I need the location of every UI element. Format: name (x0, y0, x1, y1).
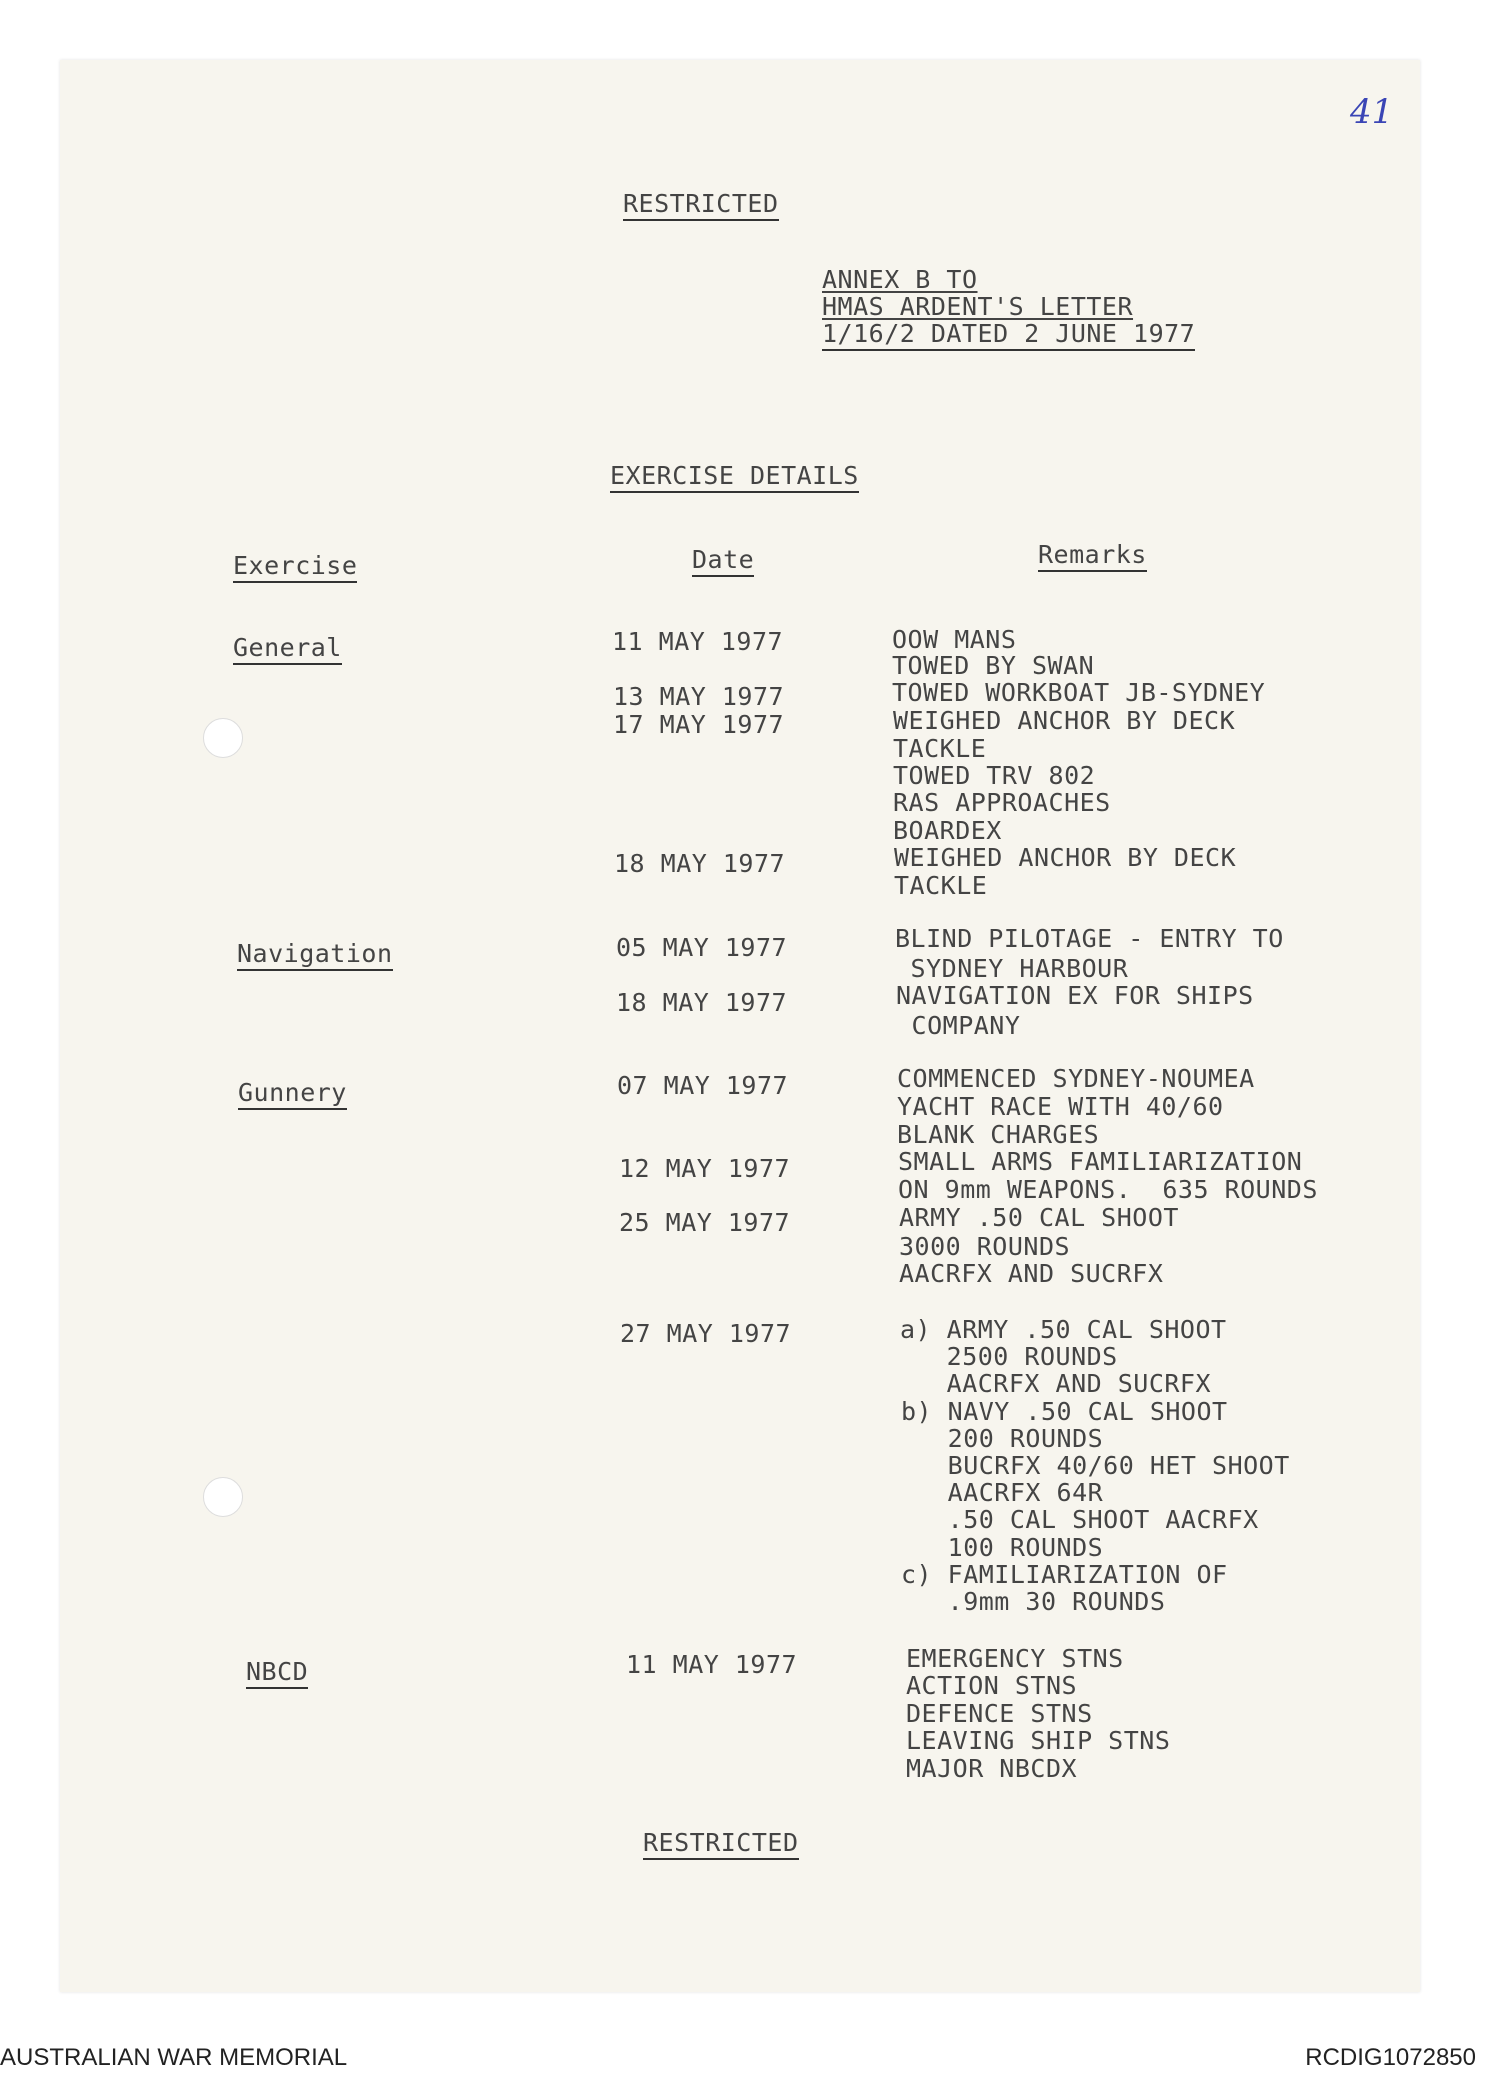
entry-remark: b) NAVY .50 CAL SHOOT (901, 1397, 1228, 1426)
entry-remark: LEAVING SHIP STNS (906, 1726, 1171, 1755)
entry-remark: COMMENCED SYDNEY-NOUMEA (897, 1064, 1255, 1093)
entry-date: 07 MAY 1977 (617, 1071, 789, 1100)
entry-remark: OOW MANS (892, 625, 1017, 654)
entry-date: 18 MAY 1977 (616, 988, 788, 1017)
entry-date: 13 MAY 1977 (613, 682, 785, 711)
entry-date: 25 MAY 1977 (619, 1208, 791, 1237)
document-page (60, 60, 1420, 1992)
entry-remark: WEIGHED ANCHOR BY DECK (893, 706, 1236, 735)
entry-remark: 3000 ROUNDS (899, 1232, 1071, 1261)
entry-remark: AACRFX AND SUCRFX (899, 1259, 1164, 1288)
entry-date: 11 MAY 1977 (626, 1650, 798, 1679)
entry-date: 17 MAY 1977 (613, 710, 785, 739)
entry-remark: AACRFX 64R (901, 1478, 1104, 1507)
entry-remark: BOARDEX (893, 816, 1002, 845)
entry-remark: a) ARMY .50 CAL SHOOT (900, 1315, 1227, 1344)
entry-date: 11 MAY 1977 (612, 627, 784, 656)
entry-remark: 2500 ROUNDS (900, 1342, 1118, 1371)
entry-remark: BLANK CHARGES (897, 1120, 1100, 1149)
section-label-general: General (233, 634, 342, 665)
punch-hole-bottom (203, 1477, 243, 1517)
entry-remark: WEIGHED ANCHOR BY DECK (894, 843, 1237, 872)
entry-remark: TOWED WORKBOAT JB-SYDNEY (892, 678, 1266, 707)
entry-remark: TACKLE (893, 734, 987, 763)
entry-remark: TOWED TRV 802 (893, 761, 1096, 790)
folio-number: 41 (1350, 92, 1394, 132)
entry-remark: BLIND PILOTAGE - ENTRY TO (895, 924, 1284, 953)
entry-remark: ACTION STNS (906, 1671, 1078, 1700)
punch-hole-top (203, 718, 243, 758)
entry-remark: MAJOR NBCDX (906, 1754, 1078, 1783)
column-header-exercise: Exercise (233, 552, 357, 583)
entry-remark: TACKLE (894, 871, 988, 900)
header-classification: RESTRICTED (623, 190, 779, 221)
entry-remark: COMPANY (896, 1011, 1021, 1040)
footer-classification: RESTRICTED (643, 1829, 799, 1860)
annex-line-3: 1/16/2 DATED 2 JUNE 1977 (822, 320, 1195, 351)
archive-reference: RCDIG1072850 (1305, 2044, 1476, 2071)
entry-date: 05 MAY 1977 (616, 933, 788, 962)
entry-date: 12 MAY 1977 (619, 1154, 791, 1183)
entry-remark: RAS APPROACHES (893, 788, 1111, 817)
column-header-date: Date (692, 546, 754, 577)
entry-remark: BUCRFX 40/60 HET SHOOT (901, 1451, 1290, 1480)
archive-source: AUSTRALIAN WAR MEMORIAL (0, 2044, 348, 2071)
column-header-remarks: Remarks (1038, 541, 1147, 572)
entry-remark: DEFENCE STNS (906, 1699, 1093, 1728)
entry-remark: SMALL ARMS FAMILIARIZATION (898, 1147, 1303, 1176)
entry-date: 27 MAY 1977 (620, 1319, 792, 1348)
document-title: EXERCISE DETAILS (610, 462, 859, 493)
section-label-gunnery: Gunnery (238, 1079, 347, 1110)
entry-remark: ARMY .50 CAL SHOOT (899, 1203, 1179, 1232)
section-label-nbcd: NBCD (246, 1658, 308, 1689)
entry-remark: SYDNEY HARBOUR (895, 954, 1129, 983)
entry-remark: EMERGENCY STNS (906, 1644, 1124, 1673)
entry-remark: TOWED BY SWAN (892, 651, 1095, 680)
entry-remark: 100 ROUNDS (901, 1533, 1104, 1562)
entry-remark: .50 CAL SHOOT AACRFX (901, 1505, 1259, 1534)
entry-remark: ON 9mm WEAPONS. 635 ROUNDS (898, 1175, 1318, 1204)
section-label-navigation: Navigation (237, 940, 393, 971)
entry-remark: AACRFX AND SUCRFX (900, 1369, 1212, 1398)
entry-remark: .9mm 30 ROUNDS (901, 1587, 1166, 1616)
entry-remark: c) FAMILIARIZATION OF (901, 1560, 1228, 1589)
entry-date: 18 MAY 1977 (614, 849, 786, 878)
annex-line-1: ANNEX B TO (822, 265, 978, 294)
annex-line-2: HMAS ARDENT'S LETTER (822, 292, 1134, 321)
entry-remark: 200 ROUNDS (901, 1424, 1104, 1453)
entry-remark: YACHT RACE WITH 40/60 (897, 1092, 1224, 1121)
entry-remark: NAVIGATION EX FOR SHIPS (896, 981, 1254, 1010)
